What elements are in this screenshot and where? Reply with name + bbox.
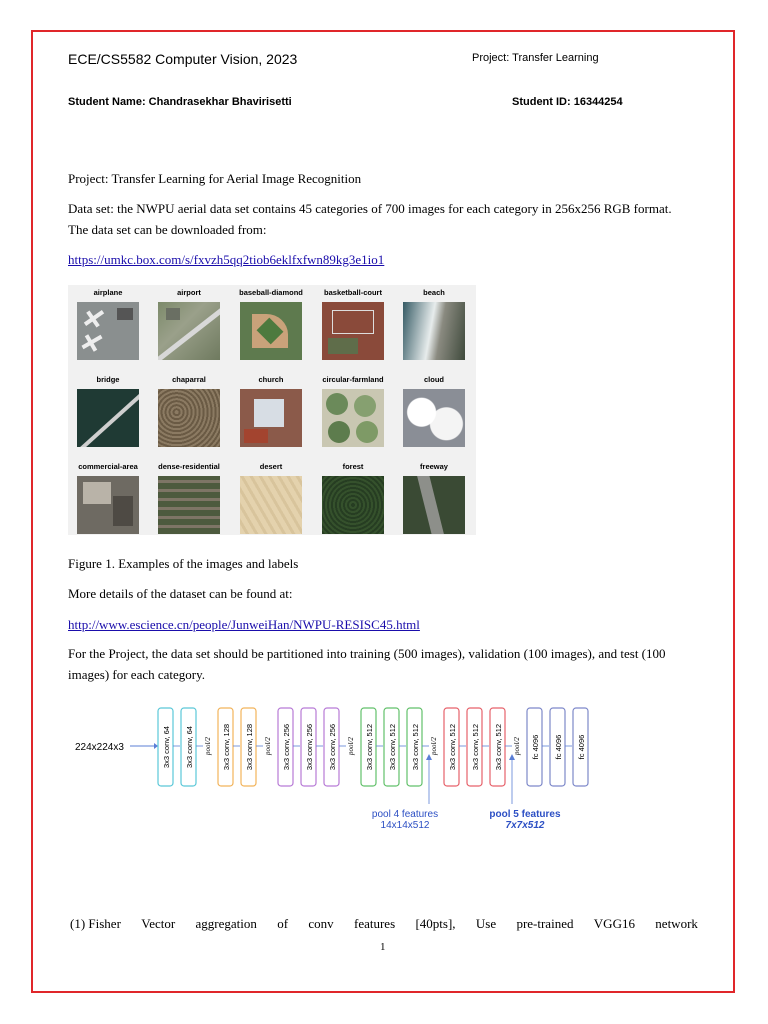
figure-label: circular-farmland [322, 375, 384, 384]
airplane-image [77, 302, 139, 360]
airport-image [158, 302, 220, 360]
task-word: conv [308, 916, 334, 931]
pool-layer-label: pool/2 [347, 737, 355, 755]
task-word: [40pts], [415, 916, 456, 931]
figure-cell-baseball-diamond [231, 288, 311, 360]
layer-label: 3x3 conv, 128 [222, 723, 231, 771]
figure-label: cloud [424, 375, 444, 384]
figure-label: desert [259, 462, 283, 471]
task-line [70, 916, 698, 932]
input-arrowhead [154, 743, 158, 749]
figure-label: chaparral [172, 375, 206, 384]
task-word: features [354, 916, 396, 931]
task-word: aggregation [195, 916, 257, 931]
layer-label: 3x3 conv, 256 [282, 723, 291, 771]
task-word: Vector [141, 916, 176, 931]
figure-cell-commercial-area [68, 462, 148, 534]
task-word: pre-trained [516, 916, 574, 931]
layer-label: fc 4096 [554, 734, 563, 760]
vgg-layers [158, 708, 588, 804]
figure-label: church [258, 375, 284, 384]
circular-farmland-image [322, 389, 384, 447]
figure-cell-circular-farmland [313, 375, 393, 447]
project-title-line: Project: Transfer Learning for Aerial Image Recognition [68, 171, 362, 186]
figure-cell-dense-residential [149, 462, 229, 534]
layer-label: 3x3 conv, 128 [245, 723, 254, 771]
layer-label: fc 4096 [577, 734, 586, 760]
dataset-examples-figure [68, 285, 476, 535]
project-label: Project: Transfer Learning [472, 52, 599, 64]
figure-cell-beach [394, 288, 474, 360]
layer-label: 3x3 conv, 64 [185, 726, 194, 768]
layer-label: 3x3 conv, 512 [388, 723, 397, 771]
figure-label: baseball-diamond [239, 288, 303, 297]
figure-label: airplane [93, 288, 123, 297]
bridge-image [77, 389, 139, 447]
partition-line-2: images) for each category. [68, 667, 206, 682]
input-size-label: 224x224x3 [75, 742, 124, 753]
church-image [240, 389, 302, 447]
figure-cell-airplane [68, 288, 148, 360]
forest-image [322, 476, 384, 534]
task-word: Use [475, 916, 497, 931]
figure-label: commercial-area [78, 462, 138, 471]
figure-cell-church [231, 375, 311, 447]
figure-cell-forest [313, 462, 393, 534]
figure-label: forest [342, 462, 364, 471]
vgg16-diagram [70, 700, 630, 835]
student-id: Student ID: 16344254 [512, 96, 623, 108]
layer-label: 3x3 conv, 512 [411, 723, 420, 771]
figure-label: basketball-court [324, 288, 382, 297]
figure-caption: Figure 1. Examples of the images and labels [68, 556, 299, 571]
figure-label: beach [423, 288, 445, 297]
figure-label: dense-residential [158, 462, 220, 471]
pool-layer-label: pool/2 [513, 737, 521, 755]
layer-label: 3x3 conv, 64 [162, 726, 171, 768]
dataset-download-note: The data set can be downloaded from: [68, 222, 267, 237]
task-word: of [277, 916, 289, 931]
task-word: network [655, 916, 698, 931]
figure-cell-basketball-court [313, 288, 393, 360]
figure-cell-airport [149, 288, 229, 360]
pool-layer-label: pool/2 [204, 737, 212, 755]
figure-label: bridge [96, 375, 120, 384]
student-name: Student Name: Chandrasekhar Bhavirisetti [68, 96, 292, 108]
pool4-features-label: pool 4 features [371, 809, 439, 820]
pool5-dims-label: 7x7x512 [505, 820, 545, 831]
chaparral-image [158, 389, 220, 447]
beach-image [403, 302, 465, 360]
pool-layer-label: pool/2 [430, 737, 438, 755]
figure-cell-desert [231, 462, 311, 534]
task-word: (1) Fisher [70, 916, 121, 931]
figure-label: freeway [420, 462, 448, 471]
dataset-download-link[interactable]: https://umkc.box.com/s/fxvzh5qq2tiob6eklfxfwn89kg3e1io1 [68, 252, 385, 267]
figure-cell-freeway [394, 462, 474, 534]
freeway-image [403, 476, 465, 534]
layer-label: 3x3 conv, 512 [365, 723, 374, 771]
layer-label: 3x3 conv, 512 [494, 723, 503, 771]
pool-layer-label: pool/2 [264, 737, 272, 755]
basketball-court-image [322, 302, 384, 360]
pool4-dims-label: 14x14x512 [380, 820, 430, 831]
layer-label: 3x3 conv, 512 [448, 723, 457, 771]
task-word: VGG16 [593, 916, 635, 931]
layer-label: 3x3 conv, 512 [471, 723, 480, 771]
dataset-details-link[interactable]: http://www.escience.cn/people/JunweiHan/NWPU-RESISC45.html [68, 617, 420, 632]
figure-cell-chaparral [149, 375, 229, 447]
page-number: 1 [380, 941, 386, 953]
baseball-diamond-image [240, 302, 302, 360]
figure-cell-bridge [68, 375, 148, 447]
desert-image [240, 476, 302, 534]
figure-cell-cloud [394, 375, 474, 447]
partition-line-1: For the Project, the data set should be partitioned into training (500 images), validation (100 images), and test (100 [68, 646, 666, 661]
pool5-features-label: pool 5 features [489, 809, 561, 820]
layer-label: 3x3 conv, 256 [328, 723, 337, 771]
course-title: ECE/CS5582 Computer Vision, 2023 [68, 51, 298, 67]
dense-residential-image [158, 476, 220, 534]
details-line: More details of the dataset can be found at: [68, 586, 293, 601]
layer-label: 3x3 conv, 256 [305, 723, 314, 771]
layer-label: fc 4096 [531, 734, 540, 760]
dataset-description: Data set: the NWPU aerial data set contains 45 categories of 700 images for each category in 256x256 RGB format. [68, 201, 672, 216]
cloud-image [403, 389, 465, 447]
commercial-area-image [77, 476, 139, 534]
figure-label: airport [177, 288, 201, 297]
